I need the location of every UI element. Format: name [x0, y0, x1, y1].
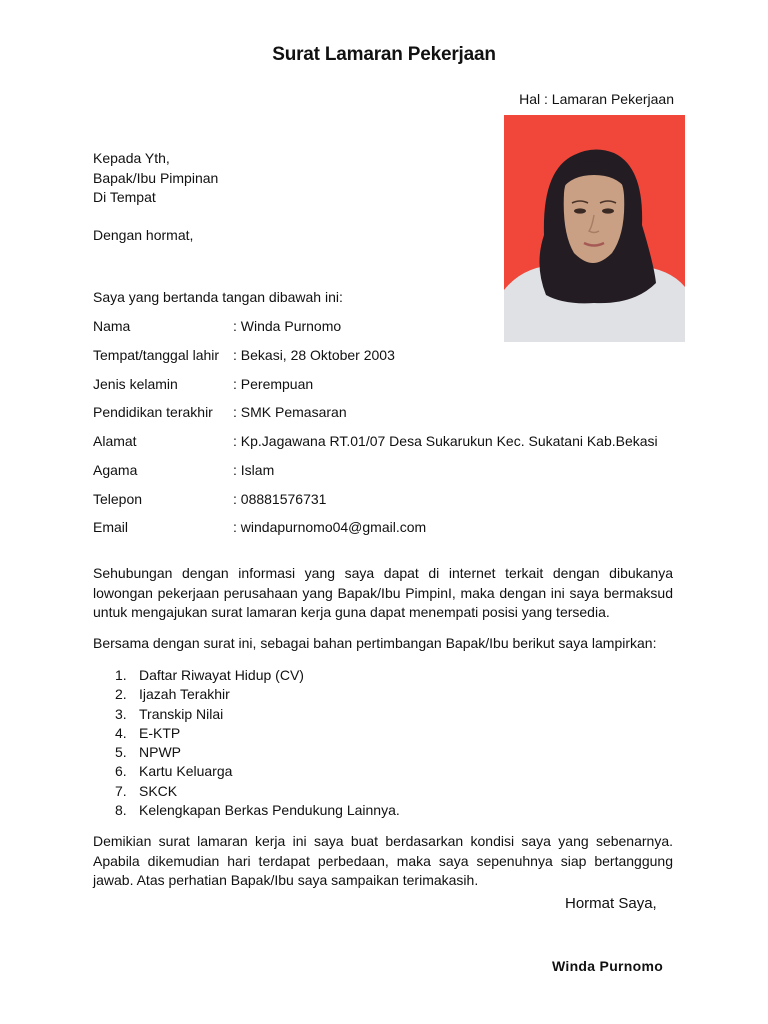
detail-label: Agama: [93, 462, 138, 478]
detail-value: : Islam: [233, 462, 275, 478]
recipient-block: [93, 149, 218, 208]
list-number: 6.: [115, 763, 127, 780]
body-paragraph: Sehubungan dengan informasi yang saya dapat di internet terkait dengan dibukanya lowongan pekerjaan perusahaan yang Bapak/Ibu PimpinI, maka dengan ini saya bermaksud untuk mengajukan surat lamaran kerja guna dapat menempati posisi yang tersedia.: [93, 565, 673, 620]
list-text: E-KTP: [139, 724, 181, 741]
greeting: Dengan hormat,: [93, 227, 194, 243]
detail-value: : windapurnomo04@gmail.com: [233, 519, 427, 535]
detail-value: : Kp.Jagawana RT.01/07 Desa Sukarukun Kec. Sukatani Kab.Bekasi: [233, 433, 658, 449]
list-text: Transkip Nilai: [139, 705, 224, 722]
detail-value: : Bekasi, 28 Oktober 2003: [233, 347, 395, 363]
closing-salutation: Hormat Saya,: [565, 895, 657, 912]
detail-value: : SMK Pemasaran: [233, 404, 347, 420]
recipient-line: Di Tempat: [93, 189, 156, 205]
detail-value: : Winda Purnomo: [233, 318, 342, 334]
body-paragraph: Bersama dengan surat ini, sebagai bahan pertimbangan Bapak/Ibu berikut saya lampirkan:: [93, 635, 657, 651]
detail-label: Telepon: [93, 491, 143, 507]
letter-title: Surat Lamaran Pekerjaan: [272, 44, 496, 65]
list-number: 8.: [115, 802, 127, 819]
list-number: 5.: [115, 744, 127, 761]
detail-label: Tempat/tanggal lahir: [93, 347, 220, 363]
intro-line: Saya yang bertanda tangan dibawah ini:: [93, 289, 343, 305]
list-number: 4.: [115, 724, 127, 741]
list-text: Kartu Keluarga: [139, 763, 233, 780]
signer-name: Winda Purnomo: [552, 958, 664, 974]
list-text: Daftar Riwayat Hidup (CV): [139, 667, 304, 683]
list-text: Kelengkapan Berkas Pendukung Lainnya.: [139, 802, 400, 819]
detail-value: : 08881576731: [233, 491, 327, 507]
detail-label: Alamat: [93, 433, 137, 449]
list-number: 3.: [115, 705, 127, 722]
recipient-line: Kepada Yth,: [93, 150, 170, 166]
subject-line: Hal : Lamaran Pekerjaan: [519, 91, 674, 107]
closing-paragraph: Demikian surat lamaran kerja ini saya buat berdasarkan kondisi saya yang sebenarnya. Apabila dikemudian hari terdapat perbedaan, maka saya sepenuhnya siap bertanggung jawab. Atas perhatian Bapak/Ibu saya sampaikan terimakasih.: [93, 833, 673, 888]
detail-label: Jenis kelamin: [93, 376, 178, 392]
recipient-line: Bapak/Ibu Pimpinan: [93, 169, 219, 186]
list-text: SKCK: [139, 782, 178, 799]
list-number: 7.: [115, 782, 127, 799]
applicant-photo: [504, 115, 685, 342]
list-text: Ijazah Terakhir: [139, 686, 230, 703]
list-number: 2.: [115, 686, 127, 703]
list-number: 1.: [115, 667, 127, 683]
detail-label: Email: [93, 519, 129, 535]
list-text: NPWP: [139, 744, 181, 761]
detail-value: : Perempuan: [233, 376, 314, 392]
detail-label: Pendidikan terakhir: [93, 404, 213, 420]
detail-label: Nama: [93, 318, 131, 334]
